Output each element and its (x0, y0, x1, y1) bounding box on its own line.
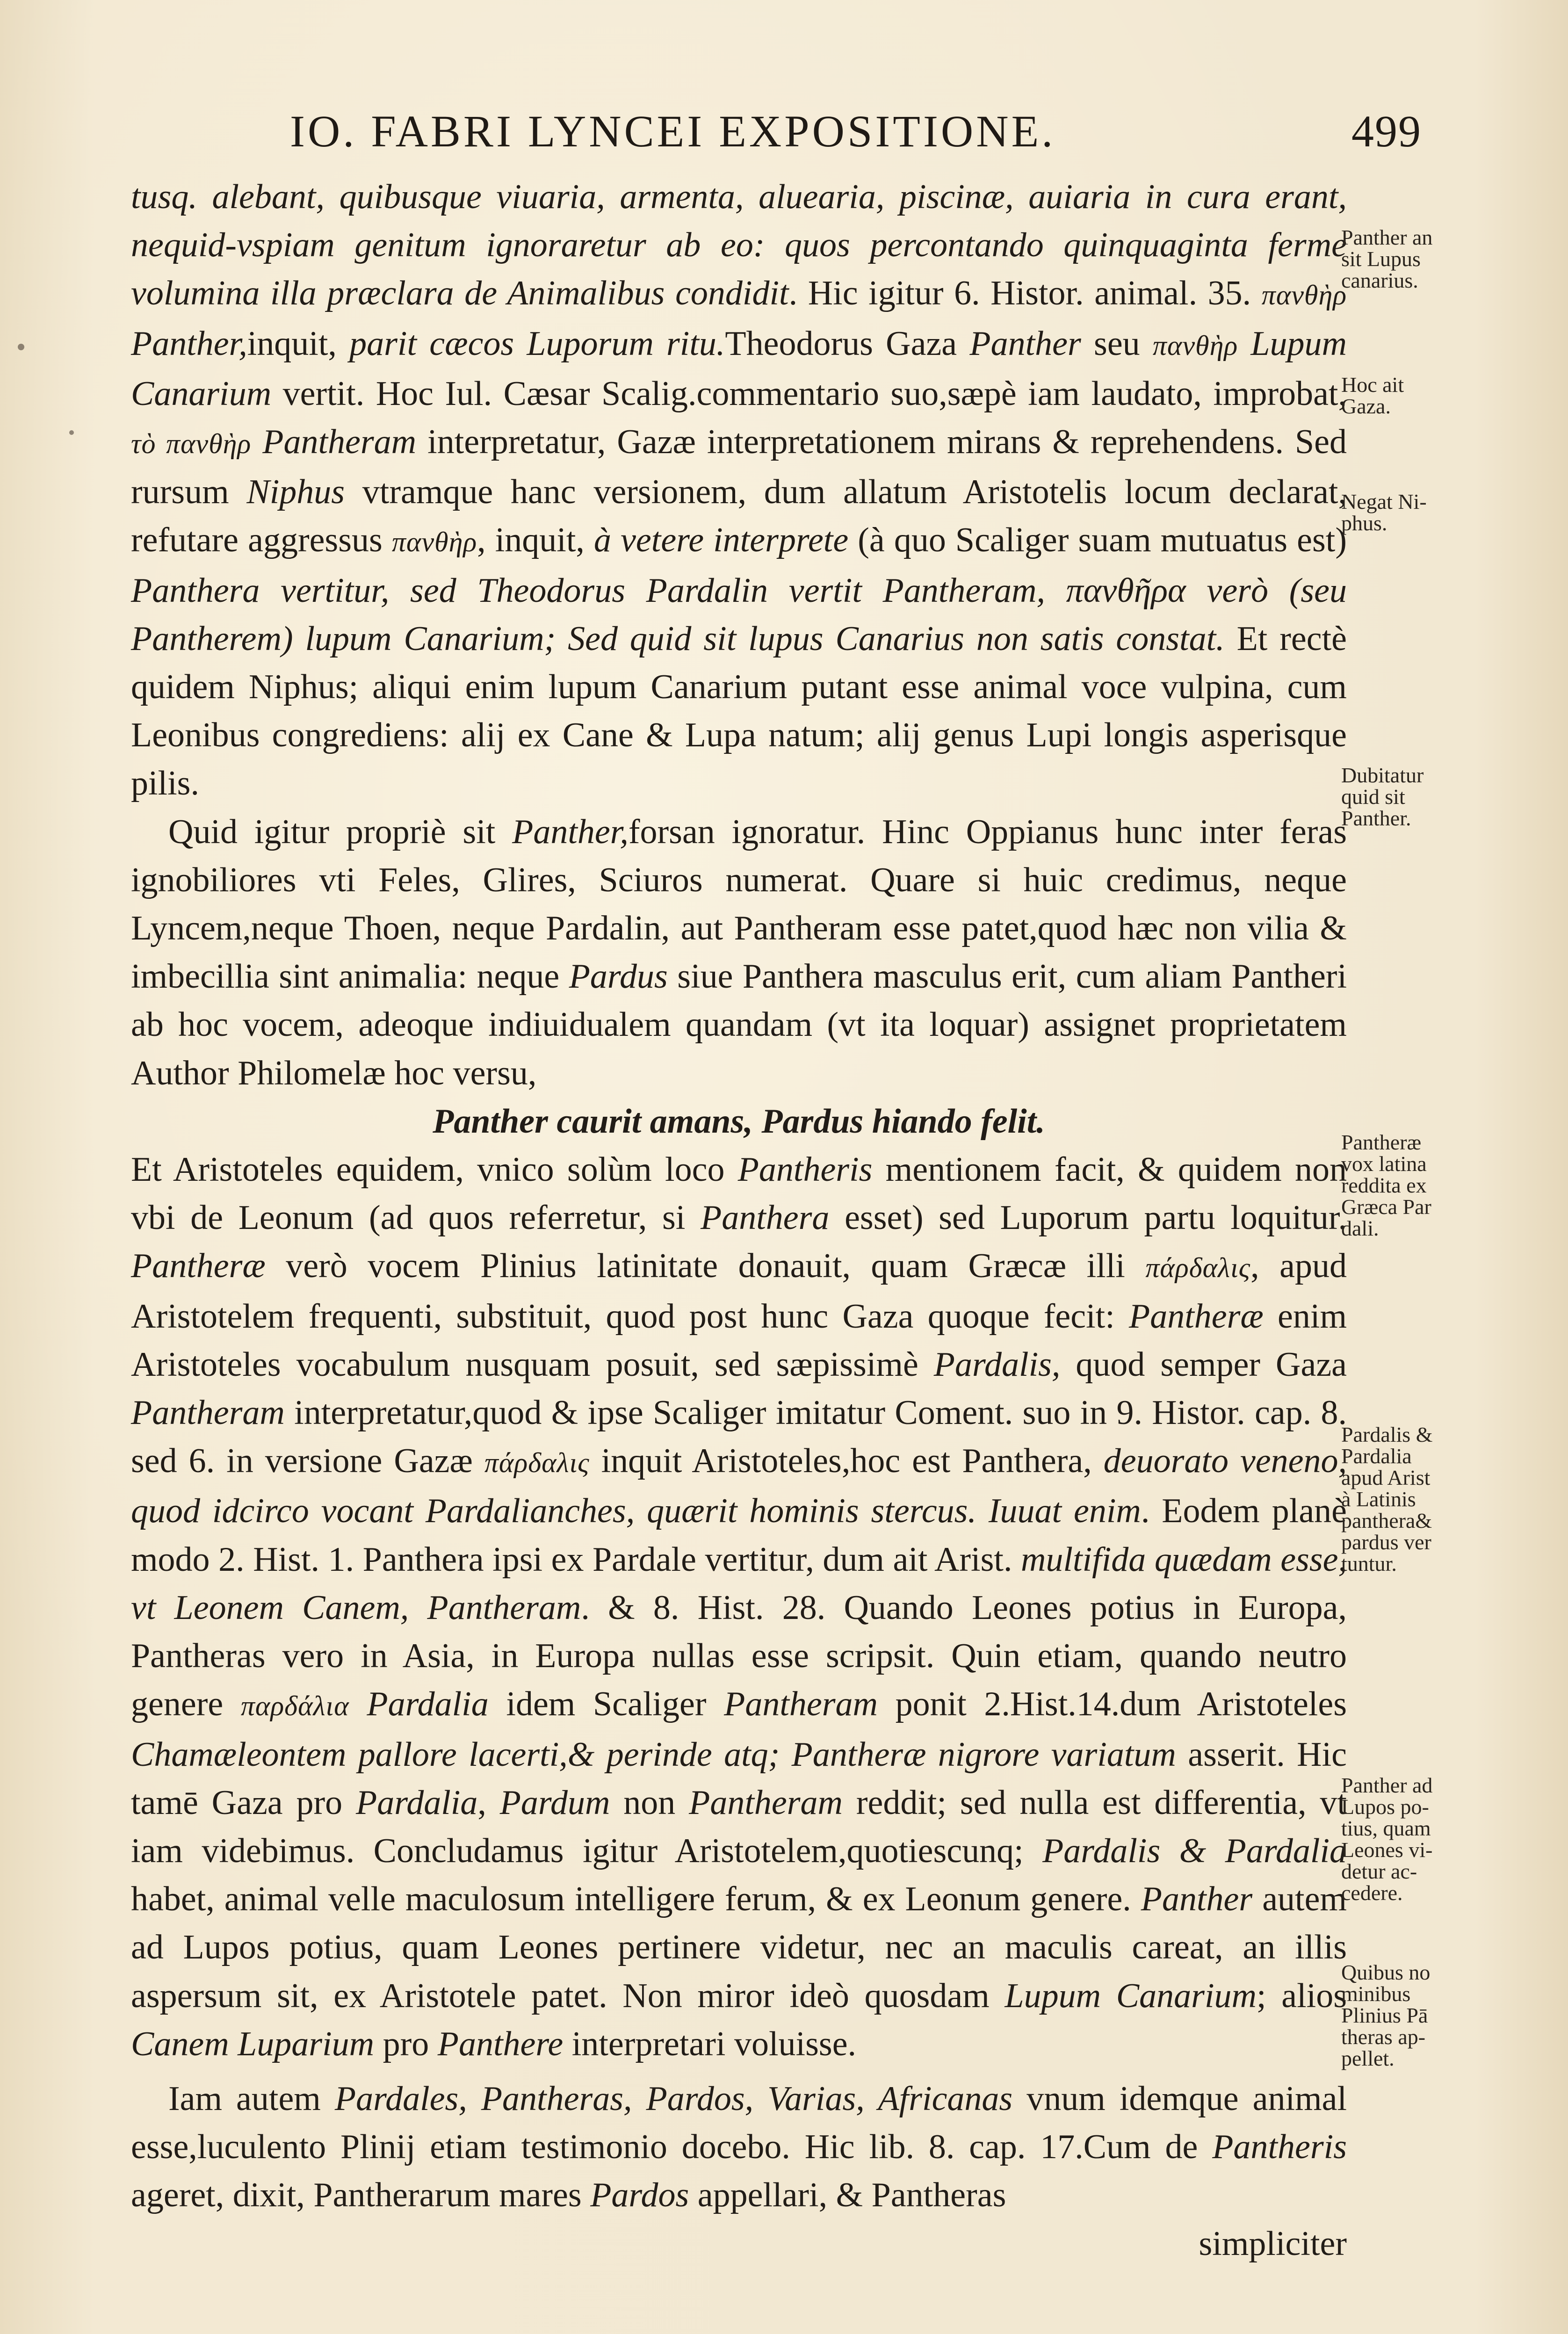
italic-text: Lupum Canarium (1004, 1976, 1257, 2015)
italic-text: Pantheram (689, 1783, 843, 1822)
italic-text: Pardus (569, 957, 668, 996)
italic-text: Pantheram (251, 423, 417, 462)
text-run: habet, animal velle maculosum intelligere ferum, & ex Leonum genere. (131, 1880, 1141, 1919)
italic-text: multifida quædam esse, vt Leonem Canem, Pantheram (131, 1540, 1347, 1627)
italic-text: Panthera vertitur, sed Theodorus Pardalin vertit Pantheram, πανθῆρα verò (seu Pantherem) lupum Canarium; Sed quid sit lupus Canarius non satis constat. (131, 571, 1347, 658)
text-run: Theodorus Gaza (725, 324, 970, 363)
italic-text: Pardalia (349, 1685, 489, 1724)
text-run: non (610, 1783, 689, 1822)
text-run: vnum idemque animal esse,luculento Plinij etiam testimonio docebo. Hic lib. 8. cap. 17.Cum de (131, 2079, 1347, 2167)
text-run: Et rectè quidem Niphus; aliqui enim lupum Canarium putant esse animal voce vulpina, cum Leonibus congrediens: alij ex Cane & Lupa natum; alij genus Lupi longis asperisque pilis. (131, 619, 1347, 803)
margin-note: Quibus no minibus Plinius Pā theras ap- pellet. (1341, 1960, 1431, 2070)
text-run: reddit; sed nulla est differentia, vt iam videbimus. Concludamus igitur Aristotelem,quotiescunq; (131, 1783, 1347, 1870)
paragraph (131, 1146, 1347, 2068)
margin-note: Dubitatur quid sit Panther. (1341, 763, 1424, 830)
text-run: idem Scaliger (488, 1685, 724, 1724)
main-text (131, 173, 1347, 2268)
text-run: vtramque hanc versionem, dum allatum Aristotelis locum declarat, refutare aggressus (131, 473, 1347, 560)
text-run: . & 8. Hist. 28. Quando Leones potius in Europa, Pantheras vero in Asia, in Europa nullas esse scripsit. Quin etiam, quando neutro genere (131, 1588, 1347, 1724)
text-run: interpretatur,quod & ipse Scaliger imitatur Coment. suo in 9. Histor. cap. 8. sed 6. in versione Gazæ (131, 1394, 1347, 1481)
header-title: IO. FABRI LYNCEI EXPOSITIONE. (290, 106, 1056, 156)
italic-text: Panther, (512, 812, 629, 851)
text-run: interpretatur, Gazæ interpretationem mirans & reprehendens. Sed rursum (131, 423, 1347, 512)
greek-term: πανθὴρ (391, 527, 477, 558)
margin-note: Pardalis & Pardalia apud Arist à Latinis panthera& pardus ver tuntur. (1341, 1423, 1433, 1575)
text-run: interpretari voluisse. (563, 2024, 857, 2063)
verse-line: Panther caurit amans, Pardus hiando felit. (433, 1102, 1045, 1141)
italic-text: Pardales, Pantheras, Pardos, Varias, Africanas (334, 2079, 1013, 2118)
text-run: ponit 2.Hist.14.dum Aristoteles (877, 1685, 1347, 1724)
italic-text: deuorato veneno, quod idcirco vocant Pardalianches, quærit hominis stercus. Iuuat enim (131, 1442, 1347, 1531)
text-run: Iam autem (168, 2079, 335, 2118)
text-run: vertit. Hoc Iul. Cæsar Scalig.commentario suo,sæpè iam laudato, improbat, (271, 374, 1347, 413)
text-run: quod semper Gaza (1060, 1345, 1347, 1384)
italic-text: Canem Luparium (131, 2024, 375, 2063)
paragraph (131, 2075, 1347, 2220)
text-run: ageret, dixit, Pantherarum mares (131, 2176, 591, 2215)
text-run: (à quo Scaliger suam mutuatus est) (848, 521, 1347, 560)
margin-note: Hoc ait Gaza. (1341, 373, 1404, 418)
italic-text: Panthere (437, 2024, 564, 2063)
italic-text: Pardum (499, 1783, 610, 1822)
margin-note: Pantheræ vox latina reddita ex Græca Par dali. (1341, 1130, 1431, 1240)
italic-text: Panther, (131, 324, 247, 363)
text-run: esset) sed Luporum partu loquitur. (829, 1199, 1347, 1237)
italic-text: Lupum Canarium (131, 324, 1347, 413)
text-run: , apud Aristotelem frequenti, substituit, quod post hunc Gaza quoque fecit: (131, 1247, 1347, 1336)
italic-text: Pantheris (1212, 2128, 1347, 2167)
margin-note: Negat Ni- phus. (1341, 490, 1427, 535)
greek-term: πανθὴρ (1261, 280, 1347, 311)
italic-text: Panther (1141, 1880, 1253, 1919)
text-run: forsan ignoratur. Hinc Oppianus hunc inter feras ignobiliores vti Feles, Glires, Sciuros numerat. Quare si huic credimus, neque Lyncem,neque Thoen, neque Pardalin, aut Pantheram esse patet,quod hæc non vilia & imbecillia sint animalia: neque (131, 812, 1347, 996)
ink-spot (69, 430, 74, 435)
text-run: mentionem facit, & quidem non vbi de Leonum (ad quos referretur, si (131, 1150, 1347, 1237)
greek-term: πάρδαλις (1145, 1252, 1251, 1284)
greek-term: πανθὴρ (1152, 330, 1238, 361)
paragraph (131, 173, 1347, 808)
italic-text: tusq. alebant, quibusque viuaria, armenta, aluearia, piscinæ, auiaria in cura erant, nequid-vspiam genitum ignoraretur ab eo: quos percontando quinquaginta ferme volumina illa præclara de Animalibus condidit (131, 178, 1347, 313)
italic-text: Pardos (590, 2176, 689, 2215)
text-run: Quid igitur propriè sit (168, 812, 513, 851)
greek-term: πάρδαλις (484, 1447, 590, 1479)
margin-note: Panther an sit Lupus canarius. (1341, 225, 1433, 292)
ink-spot (18, 344, 24, 350)
text-run: ; alios (1256, 1976, 1347, 2015)
italic-text: Chamæleontem pallore lacerti,& perinde atq; Pantheræ nigrore variatum (131, 1735, 1176, 1774)
italic-text: Panther (969, 324, 1081, 363)
text-run: inquit Aristoteles,hoc est Panthera, (589, 1442, 1104, 1481)
text-run: autem ad Lupos potius, quam Leones pertinere videtur, nec an maculis careat, an illis aspersum sit, ex Aristotele patet. Non miror ideò quosdam (131, 1880, 1347, 2015)
page-number: 499 (1351, 106, 1422, 156)
text-run: pro (374, 2024, 438, 2063)
text-run: seu (1081, 324, 1153, 363)
italic-text: Pardalis & Pardalia (1042, 1831, 1347, 1870)
text-run: Et Aristoteles equidem, vnico solùm loco (131, 1150, 738, 1189)
italic-text: Pantheram (724, 1685, 878, 1724)
text-run: . Hic igitur 6. Histor. animal. 35. (788, 274, 1262, 313)
italic-text: parit cæcos Luporum ritu. (349, 324, 725, 363)
italic-text: Pantheræ (131, 1247, 266, 1286)
italic-text: Pantheræ (1129, 1297, 1264, 1336)
text-run: siue Panthera masculus erit, cum aliam Pantheri ab hoc vocem, adeoque indiuidualem quandam (vt ita loquar) assignet proprietatem Author Philomelæ hoc versu, (131, 957, 1347, 1092)
italic-text: Panthera (701, 1199, 830, 1237)
italic-text: Pantheris (737, 1150, 873, 1189)
italic-text: Pardalia (356, 1783, 478, 1822)
greek-term: παρδάλια (240, 1691, 349, 1722)
italic-text: à vetere interprete (593, 521, 849, 560)
italic-text: Pantheram (131, 1394, 285, 1432)
text-run: enim Aristoteles vocabulum nusquam posuit, sed sæpissimè (131, 1297, 1347, 1384)
italic-text: Niphus (246, 473, 345, 512)
text-run: . Eodem planè modo 2. Hist. 1. Panthera ipsi ex Pardale vertitur, dum ait Arist. (131, 1492, 1347, 1579)
text-run: appellari, & Pantheras (689, 2176, 1006, 2215)
catchword-line: simpliciter (1199, 2224, 1347, 2263)
greek-term: τὸ πανθὴρ (131, 428, 252, 460)
text-run: asserit. Hic tamē Gaza pro (131, 1735, 1347, 1822)
paragraph (131, 808, 1347, 1098)
margin-note: Panther ad Lupos po- tius, quam Leones vi- detur ac- cedere. (1341, 1773, 1433, 1905)
text-run: verò vocem Plinius latinitate donauit, quam Græcæ illi (265, 1247, 1146, 1286)
text-run: inquit, (247, 324, 350, 363)
text-run: , inquit, (477, 521, 594, 560)
italic-text: Pardalis, (933, 1345, 1061, 1384)
text-run: , (477, 1783, 500, 1822)
